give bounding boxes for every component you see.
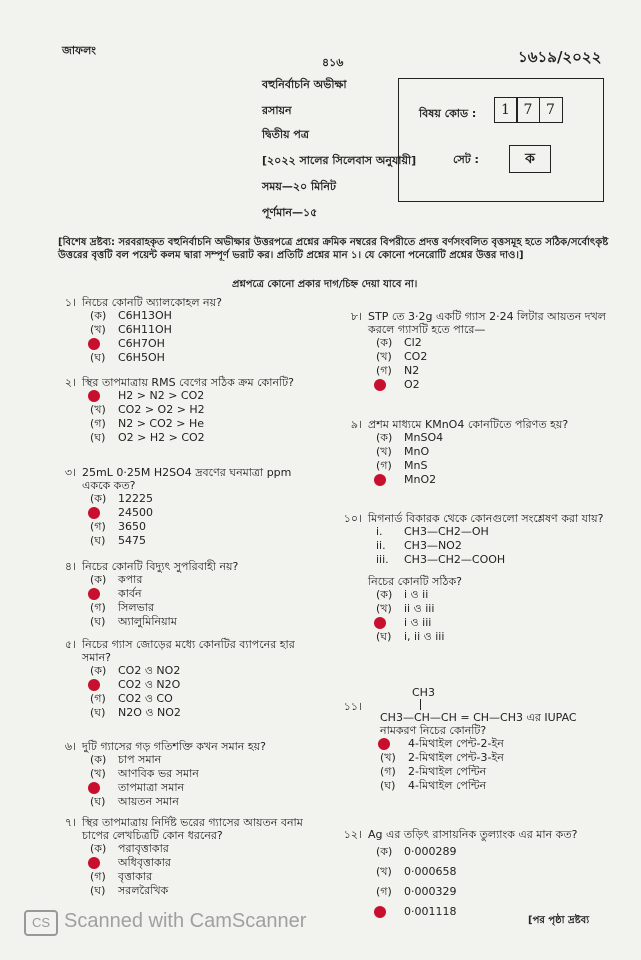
code-number: ১৬১৯/২০২২	[518, 48, 602, 66]
exam-title: বহুনির্বাচনি অভীক্ষা	[262, 78, 347, 91]
option[interactable]: (গ) 0·000329	[376, 885, 457, 898]
page-number: ৪১৬	[322, 56, 344, 69]
filled-bubble	[88, 782, 100, 794]
statement-item: ii. CH3—NO2	[376, 539, 462, 552]
option[interactable]: (গ) MnS	[376, 459, 428, 472]
question-text: মিগনার্ড বিকারক থেকে কোনগুলো সংশ্লেষণ করা যায়?	[368, 512, 604, 525]
time: সময়—২০ মিনিট	[262, 180, 336, 193]
option[interactable]: (ক) চাপ সমান	[90, 753, 162, 766]
option[interactable]: (ক) C6H13OH	[90, 309, 172, 322]
option-selected[interactable]: H2 > N2 > CO2	[90, 389, 320, 403]
option[interactable]: (ঘ) 4-মিথাইল পেন্টিন	[380, 779, 487, 792]
option[interactable]: (ক) পরাবৃত্তাকার	[90, 842, 169, 855]
filled-bubble	[374, 379, 386, 391]
question-text: STP তে 3·2g একটি গ্যাস 2·24 লিটার আয়তন দখল করলে গ্যাসটি হতে পারে—	[368, 310, 606, 336]
full-marks: পূর্ণমান—১৫	[262, 206, 318, 219]
option[interactable]: (গ) 3650	[90, 520, 146, 533]
option-selected[interactable]: MnO2	[376, 473, 616, 487]
question-number: ৫।	[64, 638, 76, 651]
option[interactable]: (খ) 2-মিথাইল পেন্ট-3-ইন	[380, 751, 504, 764]
option[interactable]: (ঘ) C6H5OH	[90, 351, 165, 364]
question-text: স্থির তাপমাত্রায় RMS বেগের সঠিক ক্রম কোনটি?	[82, 376, 294, 389]
question-text: দুটি গ্যাসের গড় গতিশক্তি কখন সমান হয়?	[82, 740, 266, 753]
option[interactable]: (ক) Cl2	[376, 336, 422, 349]
option-selected[interactable]: অধিবৃত্তাকার	[90, 856, 320, 870]
question-number: ২।	[64, 376, 76, 389]
option[interactable]: (ঘ) O2 > H2 > CO2	[90, 431, 205, 444]
no-mark-note: প্রশ্নপত্রে কোনো প্রকার দাগ/চিহ্ন দেয়া যাবে না।	[232, 279, 418, 290]
question-6	[50, 740, 320, 809]
code-digit: 7	[539, 97, 563, 123]
set-value: ক	[509, 145, 551, 173]
question-text: স্থির তাপমাত্রায় নির্দিষ্ট ভরের গ্যাসের আয়তন বনাম চাপের লেখচিত্রটি কোন ধরনের?	[82, 816, 303, 842]
question-11	[336, 686, 616, 793]
question-number: ৮।	[350, 310, 362, 323]
statement-item: i. CH3—CH2—OH	[376, 525, 489, 538]
subject-code-label: বিষয় কোড :	[419, 107, 477, 120]
option[interactable]: (গ) বৃত্তাকার	[90, 870, 153, 883]
question-10	[336, 512, 616, 644]
option[interactable]: (গ) 2-মিথাইল পেন্টিন	[380, 765, 487, 778]
question-text: CH3—CH—CH = CH—CH3 এর IUPAC	[380, 711, 577, 724]
question-number: ৭।	[64, 816, 76, 829]
next-page-note: [পর পৃষ্ঠা দ্রষ্টব্য	[528, 915, 590, 926]
option-selected[interactable]: CO2 ও N2O	[90, 678, 320, 692]
option-selected[interactable]: 0·001118	[376, 905, 616, 919]
filled-bubble	[88, 588, 100, 600]
question-text: নিচের গ্যাস জোড়ের মধ্যে কোনটির ব্যাপনের হার সমান?	[82, 638, 295, 664]
option[interactable]: (ঘ) 5475	[90, 534, 146, 547]
option-selected[interactable]: 4-মিথাইল পেন্ট-2-ইন	[380, 737, 616, 751]
option[interactable]: (খ) 0·000658	[376, 865, 457, 878]
filled-bubble	[88, 679, 100, 691]
question-text: 25mL 0·25M H2SO4 দ্রবণের ঘনমাত্রা ppm এককে কত?	[82, 466, 292, 492]
option[interactable]: (ঘ) অ্যালুমিনিয়াম	[90, 615, 177, 628]
code-box	[398, 78, 604, 202]
option[interactable]: (ক) CO2 ও NO2	[90, 664, 181, 677]
question-1	[50, 296, 320, 365]
option-selected[interactable]: 24500	[90, 506, 300, 520]
question-4	[50, 560, 320, 629]
option[interactable]: (ঘ) i, ii ও iii	[376, 630, 445, 643]
option[interactable]: (গ) সিলভার	[90, 601, 155, 614]
paper: দ্বিতীয় পত্র	[262, 128, 309, 141]
subject-code	[495, 97, 563, 123]
option[interactable]: (খ) CO2	[376, 350, 428, 363]
statement-item: iii. CH3—CH2—COOH	[376, 553, 506, 566]
question-9	[336, 418, 616, 487]
structure-bond	[420, 699, 421, 710]
question-text: নিচের কোনটি অ্যালকোহল নয়?	[82, 296, 222, 309]
question-12	[336, 828, 616, 919]
option[interactable]: (গ) N2	[376, 364, 420, 377]
question-text: Ag এর তড়িৎ রাসায়নিক তুল্যাংক এর মান কত?	[368, 828, 578, 841]
option[interactable]: (ক) 12225	[90, 492, 153, 505]
question-number: ১১।	[343, 700, 362, 713]
instructions: [বিশেষ দ্রষ্টব্য: সরবরাহকৃত বহুনির্বাচনি অভীক্ষার উত্তরপত্রে প্রশ্নের ক্রমিক নম্বরের বিপরীতে প্রদত্ত বর্ণসংবলিত বৃত্তসমূহ হতে সঠিক/সর্বোৎকৃষ্ট উত্তরের বৃত্তটি বল পয়েন্ট কলম দ্বারা সম্পূর্ণ ভরাট কর। প্রতিটি প্রশ্নের মান ১। যে কোনো পনেরোটি প্রশ্নের উত্তর দাও।]	[58, 237, 609, 261]
corner-label: জাফলং	[62, 44, 97, 57]
filled-bubble	[88, 507, 100, 519]
option-selected[interactable]: তাপমাত্রা সমান	[90, 781, 320, 795]
question-5	[50, 638, 320, 720]
camscanner-logo-icon: CS	[24, 910, 58, 936]
option[interactable]: (গ) N2 > CO2 > He	[90, 417, 205, 430]
question-number: ৯।	[350, 418, 362, 431]
question-number: ১।	[64, 296, 76, 309]
option[interactable]: (ক) i ও ii	[376, 588, 429, 601]
question-subtext: নিচের কোনটি সঠিক?	[368, 575, 462, 588]
subject: রসায়ন	[262, 104, 292, 117]
option-selected[interactable]: i ও iii	[376, 616, 616, 630]
option[interactable]: (খ) আণবিক ভর সমান	[90, 767, 199, 780]
question-3	[50, 466, 300, 548]
scanner-watermark: Scanned with CamScanner	[64, 910, 307, 932]
set-label: সেট :	[453, 153, 479, 166]
question-text: নিচের কোনটি বিদ্যুৎ সুপরিবাহী নয়?	[82, 560, 239, 573]
filled-bubble	[374, 906, 386, 918]
question-number: ৩।	[64, 466, 76, 479]
option[interactable]: (ঘ) আয়তন সমান	[90, 795, 179, 808]
question-text: প্রশম মাধ্যমে KMnO4 কোনটিতে পরিণত হয়?	[368, 418, 569, 431]
option[interactable]: (খ) ii ও iii	[376, 602, 435, 615]
question-8	[336, 310, 616, 392]
syllabus: [২০২২ সালের সিলেবাস অনুযায়ী]	[262, 154, 417, 167]
option[interactable]: (খ) CO2 > O2 > H2	[90, 403, 205, 416]
option[interactable]: (গ) CO2 ও CO	[90, 692, 173, 705]
structure-branch: CH3	[412, 686, 435, 699]
filled-bubble	[378, 738, 390, 750]
filled-bubble	[88, 390, 100, 402]
filled-bubble	[88, 338, 100, 350]
option[interactable]: (ক) MnSO4	[376, 431, 444, 444]
option[interactable]: (ক) কপার	[90, 573, 143, 586]
question-7	[50, 816, 320, 898]
option[interactable]: (ঘ) N2O ও NO2	[90, 706, 181, 719]
question-number: ১২।	[343, 828, 362, 841]
filled-bubble	[88, 857, 100, 869]
option[interactable]: (ঘ) সরলরৈখিক	[90, 884, 169, 897]
filled-bubble	[374, 617, 386, 629]
option-selected[interactable]: O2	[376, 378, 616, 392]
option-selected[interactable]: C6H7OH	[90, 337, 320, 351]
question-subtext: নামকরণ নিচের কোনটি?	[380, 724, 487, 737]
option[interactable]: (খ) C6H11OH	[90, 323, 172, 336]
option[interactable]: (ক) 0·000289	[376, 845, 457, 858]
code-digit: 7	[516, 97, 540, 123]
question-number: ১০।	[343, 512, 362, 525]
question-number: ৪।	[64, 560, 76, 573]
question-number: ৬।	[64, 740, 76, 753]
code-digit: 1	[494, 97, 518, 123]
option-selected[interactable]: কার্বন	[90, 587, 320, 601]
question-2	[50, 376, 320, 445]
filled-bubble	[374, 474, 386, 486]
option[interactable]: (খ) MnO	[376, 445, 430, 458]
